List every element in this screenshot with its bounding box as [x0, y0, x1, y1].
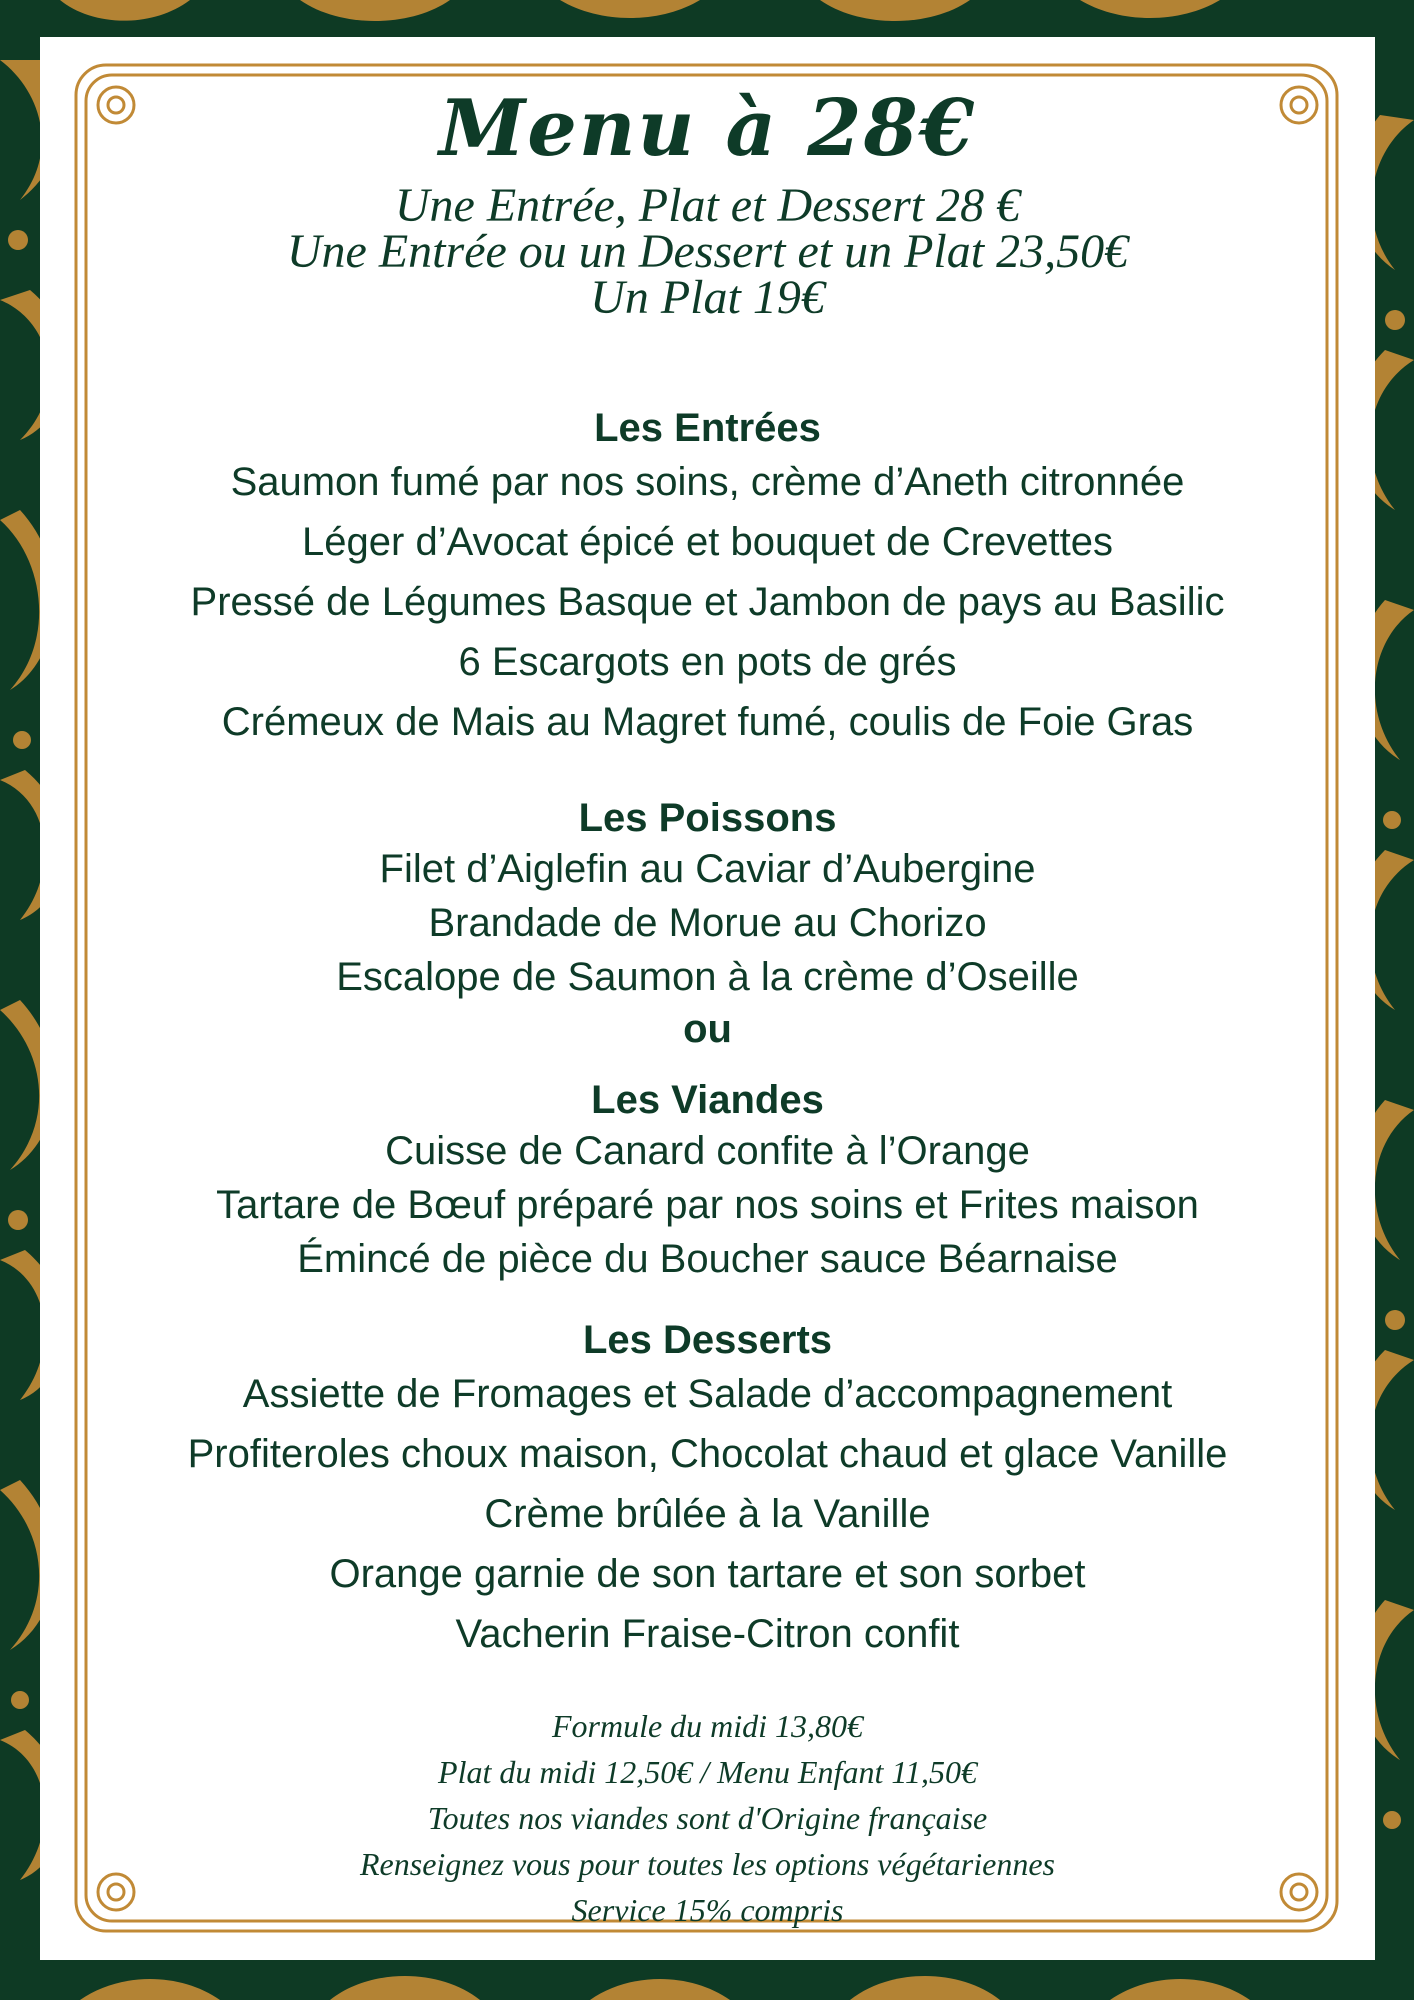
section-desserts — [40, 1316, 1375, 1664]
price-option: Une Entrée, Plat et Dessert 28 € — [394, 179, 1021, 232]
price-options — [40, 179, 1375, 324]
footer-notes — [40, 1703, 1375, 1933]
menu-item: Cuisse de Canard confite à l’Orange — [385, 1129, 1030, 1173]
section-title: Les Poissons — [578, 796, 837, 840]
price-option: Une Entrée ou un Dessert et un Plat 23,50€ — [286, 225, 1129, 278]
menu-item: Escalope de Saumon à la crème d’Oseille — [336, 955, 1079, 999]
section-title: Les Viandes — [591, 1078, 824, 1122]
menu-item: Crémeux de Mais au Magret fumé, coulis de Foie Gras — [221, 700, 1194, 744]
section-title: Les Entrées — [594, 406, 821, 450]
menu-item: Filet d’Aiglefin au Caviar d’Aubergine — [379, 847, 1036, 891]
menu-item: Crème brûlée à la Vanille — [484, 1492, 931, 1536]
menu-item: Tartare de Bœuf préparé par nos soins et Frites maison — [216, 1183, 1199, 1227]
menu-card — [40, 37, 1375, 1960]
menu-item: Assiette de Fromages et Salade d’accompagnement — [242, 1372, 1173, 1416]
menu-item: Brandade de Morue au Chorizo — [428, 901, 987, 945]
footer-line: Service 15% compris — [571, 1892, 844, 1928]
footer-line: Plat du midi 12,50€ / Menu Enfant 11,50€ — [438, 1754, 977, 1790]
menu-item: Vacherin Fraise-Citron confit — [455, 1612, 960, 1656]
menu-item: 6 Escargots en pots de grés — [458, 640, 957, 684]
menu-item: Profiteroles choux maison, Chocolat chaud et glace Vanille — [187, 1432, 1228, 1476]
section-poissons — [40, 794, 1375, 1004]
menu-title: Menu à 28€ — [438, 83, 977, 174]
menu-item: Émincé de pièce du Boucher sauce Béarnaise — [297, 1237, 1118, 1281]
menu-item: Léger d’Avocat épicé et bouquet de Crevettes — [302, 520, 1113, 564]
footer-line: Formule du midi 13,80€ — [551, 1708, 864, 1744]
section-title: Les Desserts — [582, 1318, 833, 1362]
section-entrees — [40, 404, 1375, 752]
section-viandes — [40, 1076, 1375, 1286]
menu-item: Pressé de Légumes Basque et Jambon de pays au Basilic — [190, 580, 1225, 624]
separator-ou: ou — [683, 1007, 732, 1051]
price-option: Un Plat 19€ — [590, 271, 825, 324]
menu-item: Orange garnie de son tartare et son sorbet — [329, 1552, 1086, 1596]
menu-item: Saumon fumé par nos soins, crème d’Aneth citronnée — [230, 460, 1185, 504]
footer-line: Toutes nos viandes sont d'Origine française — [427, 1800, 988, 1836]
footer-line: Renseignez vous pour toutes les options végétariennes — [360, 1846, 1055, 1882]
